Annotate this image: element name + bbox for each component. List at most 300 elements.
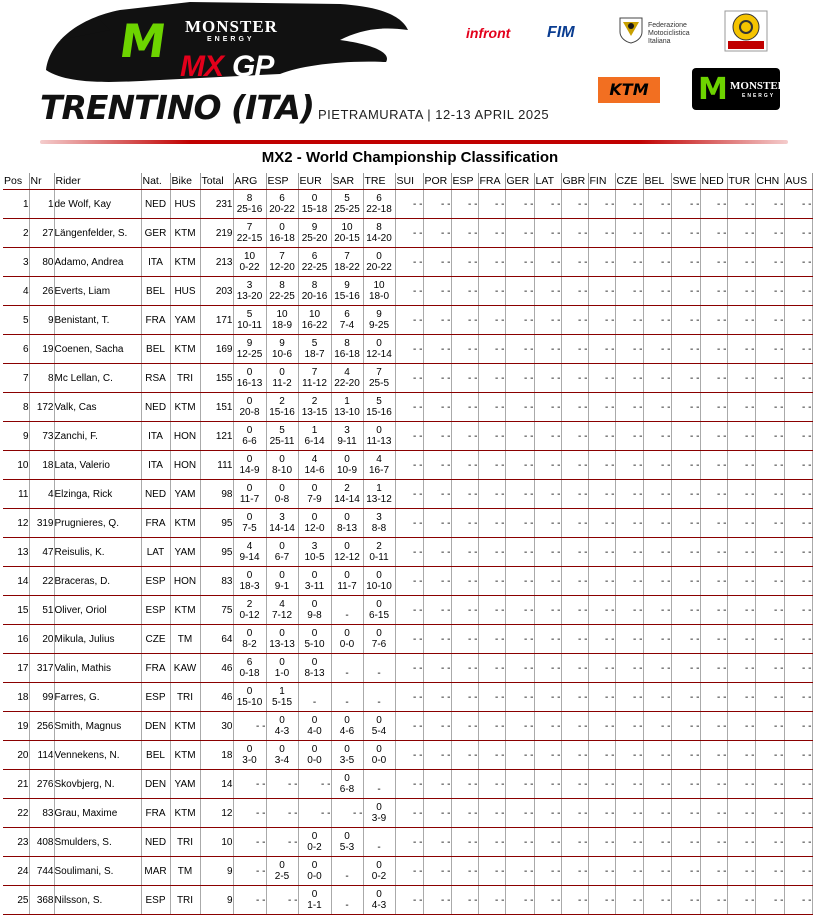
race-positions: 2-5 xyxy=(274,871,290,882)
round-not-held: - - xyxy=(671,712,700,741)
race-positions: 13-12 xyxy=(366,494,392,505)
round-not-held: - - xyxy=(423,683,451,712)
round-not-held: - - xyxy=(395,509,423,538)
round-column-header: GER xyxy=(505,173,534,190)
round-column-header: POR xyxy=(423,173,451,190)
table-row xyxy=(3,538,812,567)
round-result xyxy=(331,451,363,480)
cell-pos: 5 xyxy=(3,306,29,335)
cell-bike: TM xyxy=(170,857,200,886)
cell-total: 83 xyxy=(200,567,233,596)
round-not-held: - - xyxy=(671,857,700,886)
round-result xyxy=(363,219,395,248)
round-not-held: - - xyxy=(755,712,784,741)
round-points: 1 xyxy=(344,396,350,407)
round-result xyxy=(331,625,363,654)
round-points: 0 xyxy=(311,193,318,204)
round-not-held: - - xyxy=(395,190,423,219)
round-result xyxy=(331,480,363,509)
round-not-held: - - xyxy=(478,219,505,248)
round-not-held: - - xyxy=(534,480,561,509)
round-not-held: - - xyxy=(588,306,615,335)
mxgp-logo-mx: MX xyxy=(180,50,223,83)
round-not-held: - - xyxy=(700,538,727,567)
round-result xyxy=(298,480,331,509)
round-points: 7 xyxy=(246,222,253,233)
round-result xyxy=(298,422,331,451)
round-not-held: - - xyxy=(423,625,451,654)
cell-bike: YAM xyxy=(170,306,200,335)
round-not-held: - - xyxy=(755,422,784,451)
round-not-held: - - xyxy=(395,683,423,712)
round-points: 0 xyxy=(311,715,318,726)
cell-rider: Zanchi, F. xyxy=(54,422,141,451)
round-not-held: - - xyxy=(395,219,423,248)
round-not-held: - - xyxy=(671,422,700,451)
race-positions: 4-3 xyxy=(274,726,290,737)
round-not-held: - - xyxy=(755,886,784,915)
race-positions: 16-18 xyxy=(269,233,295,244)
round-not-held: - - xyxy=(784,741,812,770)
cell-nat: LAT xyxy=(141,538,170,567)
round-result xyxy=(331,712,363,741)
cell-pos: 16 xyxy=(3,625,29,654)
race-positions: 0-18 xyxy=(239,668,260,679)
race-positions: 18-22 xyxy=(334,262,360,273)
round-not-held: - - xyxy=(561,683,588,712)
round-result xyxy=(266,248,298,277)
round-not-held: - - xyxy=(727,277,755,306)
round-points: 5 xyxy=(279,425,285,436)
round-not-held: - - xyxy=(534,451,561,480)
round-not-held: - - xyxy=(478,886,505,915)
cell-pos: 10 xyxy=(3,451,29,480)
cell-nat: FRA xyxy=(141,509,170,538)
round-not-held: - - xyxy=(615,886,643,915)
round-result xyxy=(298,596,331,625)
race-positions: 8-2 xyxy=(242,639,257,650)
round-not-held: - - xyxy=(615,248,643,277)
round-not-held: - - xyxy=(588,190,615,219)
round-not-held: - - xyxy=(534,683,561,712)
round-not-held: - - xyxy=(478,393,505,422)
cell-nr: 19 xyxy=(29,335,54,364)
round-points: 3 xyxy=(344,425,350,436)
round-points: 7 xyxy=(311,367,318,378)
round-not-held: - - xyxy=(588,625,615,654)
round-points: 4 xyxy=(311,454,318,465)
round-not-held: - - xyxy=(588,538,615,567)
round-not-held: - - xyxy=(615,364,643,393)
race-positions: 25-16 xyxy=(236,204,263,215)
round-not-held: - - xyxy=(478,480,505,509)
cell-nr: 1 xyxy=(29,190,54,219)
round-not-held: - - xyxy=(534,857,561,886)
round-not-held: - - xyxy=(700,451,727,480)
round-result xyxy=(363,886,395,915)
round-result xyxy=(363,596,395,625)
round-result xyxy=(331,538,363,567)
round-not-held: - - xyxy=(671,248,700,277)
round-points: 9 xyxy=(376,309,382,320)
round-not-held: - - xyxy=(505,886,534,915)
round-result xyxy=(233,654,266,683)
cell-pos: 7 xyxy=(3,364,29,393)
round-not-held: - - xyxy=(534,538,561,567)
round-column-header: FRA xyxy=(478,173,505,190)
round-not-held: - - xyxy=(423,219,451,248)
column-header: Nr xyxy=(29,173,54,190)
round-not-held: - - xyxy=(755,393,784,422)
monster-sponsor-claw: M xyxy=(698,72,723,107)
race-positions: 13-20 xyxy=(236,291,263,302)
round-points: 7 xyxy=(376,367,382,378)
round-points: 0 xyxy=(279,744,285,755)
table-row xyxy=(3,422,812,451)
round-not-held: - - xyxy=(671,335,700,364)
round-not-held: - - xyxy=(588,451,615,480)
round-not-held: - - xyxy=(505,712,534,741)
cell-bike: YAM xyxy=(170,538,200,567)
round-points: 5 xyxy=(376,396,382,407)
round-not-held: - - xyxy=(451,364,478,393)
round-result xyxy=(233,277,266,306)
round-not-held: - - xyxy=(755,248,784,277)
round-points: 1 xyxy=(376,483,382,494)
round-not-held: - - xyxy=(561,741,588,770)
cell-nr: 368 xyxy=(29,886,54,915)
round-not-held: - - xyxy=(727,712,755,741)
round-not-held: - - xyxy=(643,596,671,625)
cell-rider: Valin, Mathis xyxy=(54,654,141,683)
round-points: 0 xyxy=(279,570,285,581)
round-not-held: - - xyxy=(700,422,727,451)
round-points: 0 xyxy=(311,889,318,900)
cell-pos: 8 xyxy=(3,393,29,422)
cell-bike: KAW xyxy=(170,654,200,683)
round-not-held: - - xyxy=(478,248,505,277)
race-positions: 16-7 xyxy=(368,465,389,476)
round-not-held: - - xyxy=(755,567,784,596)
table-row xyxy=(3,567,812,596)
round-column-header: SWE xyxy=(671,173,700,190)
round-result xyxy=(331,770,363,799)
cell-nat: NED xyxy=(141,828,170,857)
round-result xyxy=(363,683,395,712)
round-not-held: - - xyxy=(505,248,534,277)
round-not-held: - - xyxy=(615,393,643,422)
round-not-held: - - xyxy=(615,625,643,654)
cell-pos: 23 xyxy=(3,828,29,857)
cell-rider: Elzinga, Rick xyxy=(54,480,141,509)
round-not-held: - - xyxy=(671,799,700,828)
round-not-held: - - xyxy=(755,509,784,538)
round-not-held: - - xyxy=(534,248,561,277)
round-column-header: LAT xyxy=(534,173,561,190)
cell-rider: de Wolf, Kay xyxy=(54,190,141,219)
round-no-result: - - xyxy=(266,886,298,915)
round-not-held: - - xyxy=(727,248,755,277)
trentino-organizer-logo xyxy=(724,10,768,52)
round-not-held: - - xyxy=(423,364,451,393)
round-points: 6 xyxy=(311,251,318,262)
round-not-held: - - xyxy=(561,190,588,219)
cell-nr: 408 xyxy=(29,828,54,857)
round-result xyxy=(298,828,331,857)
round-not-held: - - xyxy=(478,741,505,770)
round-not-held: - - xyxy=(395,422,423,451)
race-positions: 5-4 xyxy=(371,726,387,737)
table-row xyxy=(3,364,812,393)
mxgp-logo-gp: GP xyxy=(232,50,274,83)
round-result xyxy=(266,335,298,364)
cell-nat: FRA xyxy=(141,654,170,683)
round-not-held: - - xyxy=(451,509,478,538)
round-result xyxy=(266,509,298,538)
cell-nat: FRA xyxy=(141,799,170,828)
round-points: 2 xyxy=(376,541,382,552)
round-not-held: - - xyxy=(727,422,755,451)
round-not-held: - - xyxy=(727,567,755,596)
round-result xyxy=(266,741,298,770)
cell-nr: 20 xyxy=(29,625,54,654)
round-result xyxy=(331,567,363,596)
cell-rider: Längenfelder, S. xyxy=(54,219,141,248)
round-not-held: - - xyxy=(451,596,478,625)
round-not-held: - - xyxy=(588,480,615,509)
round-not-held: - - xyxy=(643,654,671,683)
round-not-held: - - xyxy=(395,654,423,683)
cell-pos: 9 xyxy=(3,422,29,451)
race-positions: 5-15 xyxy=(271,697,292,708)
cell-nat: ESP xyxy=(141,683,170,712)
round-not-held: - - xyxy=(615,654,643,683)
round-result xyxy=(331,393,363,422)
round-points xyxy=(332,599,363,610)
ktm-logo: KTM xyxy=(598,77,660,103)
cell-pos: 24 xyxy=(3,857,29,886)
round-points: 0 xyxy=(311,860,318,871)
race-positions: 12-14 xyxy=(366,349,392,360)
fmi-name: Federazione Motociclistica Italiana xyxy=(648,22,690,45)
round-result xyxy=(363,712,395,741)
round-result xyxy=(331,857,363,886)
race-positions: 3-0 xyxy=(242,755,257,766)
round-not-held: - - xyxy=(423,393,451,422)
round-points: 4 xyxy=(344,367,350,378)
round-not-held: - - xyxy=(588,683,615,712)
round-points: 6 xyxy=(376,193,382,204)
round-points: 0 xyxy=(376,860,382,871)
round-result xyxy=(266,654,298,683)
round-not-held: - - xyxy=(643,509,671,538)
cell-nr: 26 xyxy=(29,277,54,306)
round-points: 9 xyxy=(344,280,350,291)
round-result xyxy=(363,538,395,567)
race-positions: 15-16 xyxy=(334,291,360,302)
round-not-held: - - xyxy=(478,654,505,683)
race-positions: 10-6 xyxy=(271,349,292,360)
round-not-held: - - xyxy=(588,509,615,538)
race-positions: 15-18 xyxy=(301,204,328,215)
round-not-held: - - xyxy=(700,654,727,683)
table-row xyxy=(3,509,812,538)
round-points: 4 xyxy=(246,541,253,552)
fim-logo: FIM xyxy=(547,24,575,41)
cell-nr: 22 xyxy=(29,567,54,596)
round-points: 0 xyxy=(311,657,318,668)
cell-nat: ITA xyxy=(141,451,170,480)
round-not-held: - - xyxy=(784,828,812,857)
round-not-held: - - xyxy=(588,857,615,886)
race-positions: 0-2 xyxy=(307,842,322,853)
round-not-held: - - xyxy=(755,335,784,364)
race-positions: 8-13 xyxy=(304,668,325,679)
round-points: 2 xyxy=(344,483,350,494)
round-not-held: - - xyxy=(478,799,505,828)
round-not-held: - - xyxy=(451,886,478,915)
round-points: 0 xyxy=(311,483,318,494)
round-not-held: - - xyxy=(671,393,700,422)
round-result xyxy=(298,538,331,567)
round-no-result: - - xyxy=(298,799,331,828)
round-not-held: - - xyxy=(505,335,534,364)
round-not-held: - - xyxy=(395,625,423,654)
cell-nat: GER xyxy=(141,219,170,248)
round-not-held: - - xyxy=(451,306,478,335)
round-not-held: - - xyxy=(784,770,812,799)
round-not-held: - - xyxy=(755,770,784,799)
round-not-held: - - xyxy=(534,654,561,683)
round-not-held: - - xyxy=(478,857,505,886)
round-points: 0 xyxy=(246,483,253,494)
round-points: 0 xyxy=(344,512,350,523)
race-positions: 15-16 xyxy=(269,407,295,418)
round-not-held: - - xyxy=(727,886,755,915)
cell-total: 9 xyxy=(200,857,233,886)
cell-nat: BEL xyxy=(141,335,170,364)
round-result xyxy=(363,480,395,509)
cell-total: 231 xyxy=(200,190,233,219)
round-not-held: - - xyxy=(643,828,671,857)
round-not-held: - - xyxy=(534,828,561,857)
round-points: 3 xyxy=(246,280,253,291)
brush-stroke-banner xyxy=(40,0,412,98)
round-points: 0 xyxy=(279,715,285,726)
round-not-held: - - xyxy=(615,799,643,828)
round-not-held: - - xyxy=(755,799,784,828)
race-positions: - xyxy=(377,668,381,679)
round-not-held: - - xyxy=(423,190,451,219)
round-not-held: - - xyxy=(784,799,812,828)
cell-nr: 114 xyxy=(29,741,54,770)
cell-total: 75 xyxy=(200,596,233,625)
race-positions: 0-2 xyxy=(371,871,387,882)
round-result xyxy=(298,248,331,277)
race-positions: - xyxy=(377,842,381,853)
cell-nat: DEN xyxy=(141,770,170,799)
round-not-held: - - xyxy=(671,886,700,915)
race-positions: 0-22 xyxy=(239,262,260,273)
round-points: 0 xyxy=(311,599,318,610)
round-not-held: - - xyxy=(588,596,615,625)
cell-rider: Valk, Cas xyxy=(54,393,141,422)
cell-pos: 11 xyxy=(3,480,29,509)
round-not-held: - - xyxy=(561,654,588,683)
table-row xyxy=(3,335,812,364)
round-points: 6 xyxy=(246,657,253,668)
round-column-header: AUS xyxy=(784,173,812,190)
round-not-held: - - xyxy=(395,393,423,422)
round-not-held: - - xyxy=(643,190,671,219)
cell-total: 111 xyxy=(200,451,233,480)
round-result xyxy=(363,422,395,451)
round-points: 5 xyxy=(246,309,253,320)
round-not-held: - - xyxy=(615,509,643,538)
round-points: 7 xyxy=(344,251,350,262)
round-not-held: - - xyxy=(700,509,727,538)
round-not-held: - - xyxy=(643,306,671,335)
round-not-held: - - xyxy=(561,625,588,654)
round-result xyxy=(331,190,363,219)
table-row xyxy=(3,306,812,335)
round-points: 6 xyxy=(344,309,350,320)
round-points: 0 xyxy=(246,367,253,378)
round-points: 8 xyxy=(246,193,253,204)
cell-bike: KTM xyxy=(170,509,200,538)
race-positions: 25-11 xyxy=(269,436,295,447)
cell-bike: KTM xyxy=(170,248,200,277)
round-points: 0 xyxy=(246,512,253,523)
race-positions: - xyxy=(377,784,381,795)
round-not-held: - - xyxy=(534,712,561,741)
cell-nr: 276 xyxy=(29,770,54,799)
round-not-held: - - xyxy=(561,306,588,335)
round-not-held: - - xyxy=(423,538,451,567)
round-not-held: - - xyxy=(643,364,671,393)
race-positions: 4-6 xyxy=(339,726,355,737)
round-not-held: - - xyxy=(395,248,423,277)
race-positions: 11-2 xyxy=(272,378,292,389)
round-not-held: - - xyxy=(588,335,615,364)
round-not-held: - - xyxy=(534,393,561,422)
table-body xyxy=(3,190,812,915)
race-positions: 13-10 xyxy=(334,407,360,418)
round-result xyxy=(266,190,298,219)
race-positions: 22-25 xyxy=(269,291,295,302)
column-header: Pos xyxy=(3,173,29,190)
race-positions: 20-8 xyxy=(239,407,260,418)
round-not-held: - - xyxy=(671,306,700,335)
round-not-held: - - xyxy=(423,509,451,538)
round-result xyxy=(233,683,266,712)
round-not-held: - - xyxy=(478,306,505,335)
round-result xyxy=(233,219,266,248)
cell-bike: KTM xyxy=(170,596,200,625)
round-points: 0 xyxy=(279,541,285,552)
round-not-held: - - xyxy=(561,886,588,915)
round-not-held: - - xyxy=(451,480,478,509)
cell-rider: Vennekens, N. xyxy=(54,741,141,770)
round-not-held: - - xyxy=(784,712,812,741)
round-not-held: - - xyxy=(423,480,451,509)
round-not-held: - - xyxy=(534,306,561,335)
cell-bike: HON xyxy=(170,422,200,451)
round-not-held: - - xyxy=(671,451,700,480)
cell-rider: Farres, G. xyxy=(54,683,141,712)
round-not-held: - - xyxy=(588,741,615,770)
round-not-held: - - xyxy=(588,364,615,393)
